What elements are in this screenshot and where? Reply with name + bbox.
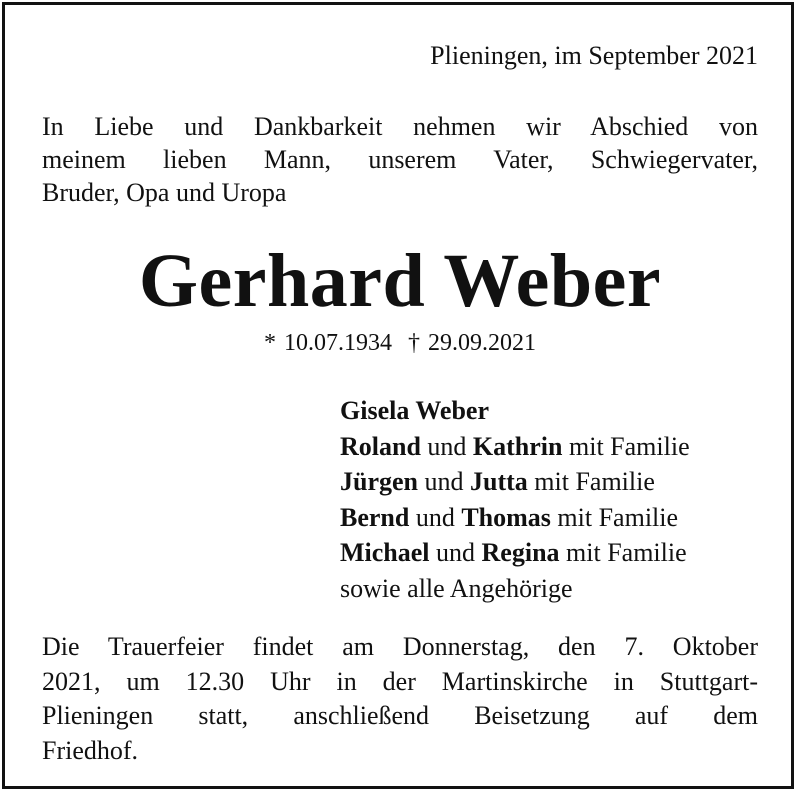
funeral-info: [42, 630, 758, 768]
mourner-name: Bernd: [340, 502, 410, 532]
conjunction: und: [436, 538, 476, 567]
deceased-name: Gerhard Weber: [138, 239, 662, 323]
family-suffix: mit Familie: [557, 502, 679, 532]
mourner-line: [340, 535, 690, 571]
mourner-name: Jürgen: [340, 467, 418, 496]
mourner-line: [340, 464, 690, 500]
mourner-line: sowie alle Angehörige: [340, 573, 573, 603]
mourner-name: Michael: [340, 538, 430, 567]
funeral-line: Plieningen statt, anschließend Beisetzung auf dem: [42, 701, 758, 730]
place-date: Plieningen, im September 2021: [430, 41, 758, 70]
life-dates: [0, 328, 800, 358]
family-suffix: mit Familie: [566, 538, 687, 567]
birth-date: * 10.07.1934: [264, 330, 392, 356]
intro-text: [42, 110, 758, 209]
conjunction: und: [424, 467, 464, 496]
death-date: † 29.09.2021: [408, 330, 536, 356]
mourner-name: Roland: [340, 431, 421, 461]
funeral-line: Friedhof.: [42, 735, 139, 765]
mourner-name: Jutta: [470, 467, 528, 496]
conjunction: und: [427, 431, 467, 461]
mourner-line: [340, 429, 690, 465]
intro-line: In Liebe und Dankbarkeit nehmen wir Abschied von: [42, 112, 758, 141]
family-suffix: mit Familie: [534, 467, 655, 496]
mourner-name: Thomas: [461, 502, 551, 532]
intro-line: Bruder, Opa und Uropa: [42, 178, 287, 207]
mourner-name: Kathrin: [472, 431, 563, 461]
mourner-name: Gisela Weber: [340, 396, 490, 425]
mourner-line: [340, 500, 690, 536]
conjunction: und: [415, 502, 455, 532]
mourner-line: [340, 393, 690, 429]
family-suffix: mit Familie: [569, 431, 690, 461]
intro-line: meinem lieben Mann, unserem Vater, Schwiegervater,: [42, 145, 758, 174]
funeral-line: 2021, um 12.30 Uhr in der Martinskirche in Stuttgart-: [42, 666, 758, 696]
funeral-line: Die Trauerfeier findet am Donnerstag, den 7. Oktober: [42, 632, 758, 661]
mourners-list: [340, 393, 690, 606]
mourner-name: Regina: [481, 538, 560, 567]
